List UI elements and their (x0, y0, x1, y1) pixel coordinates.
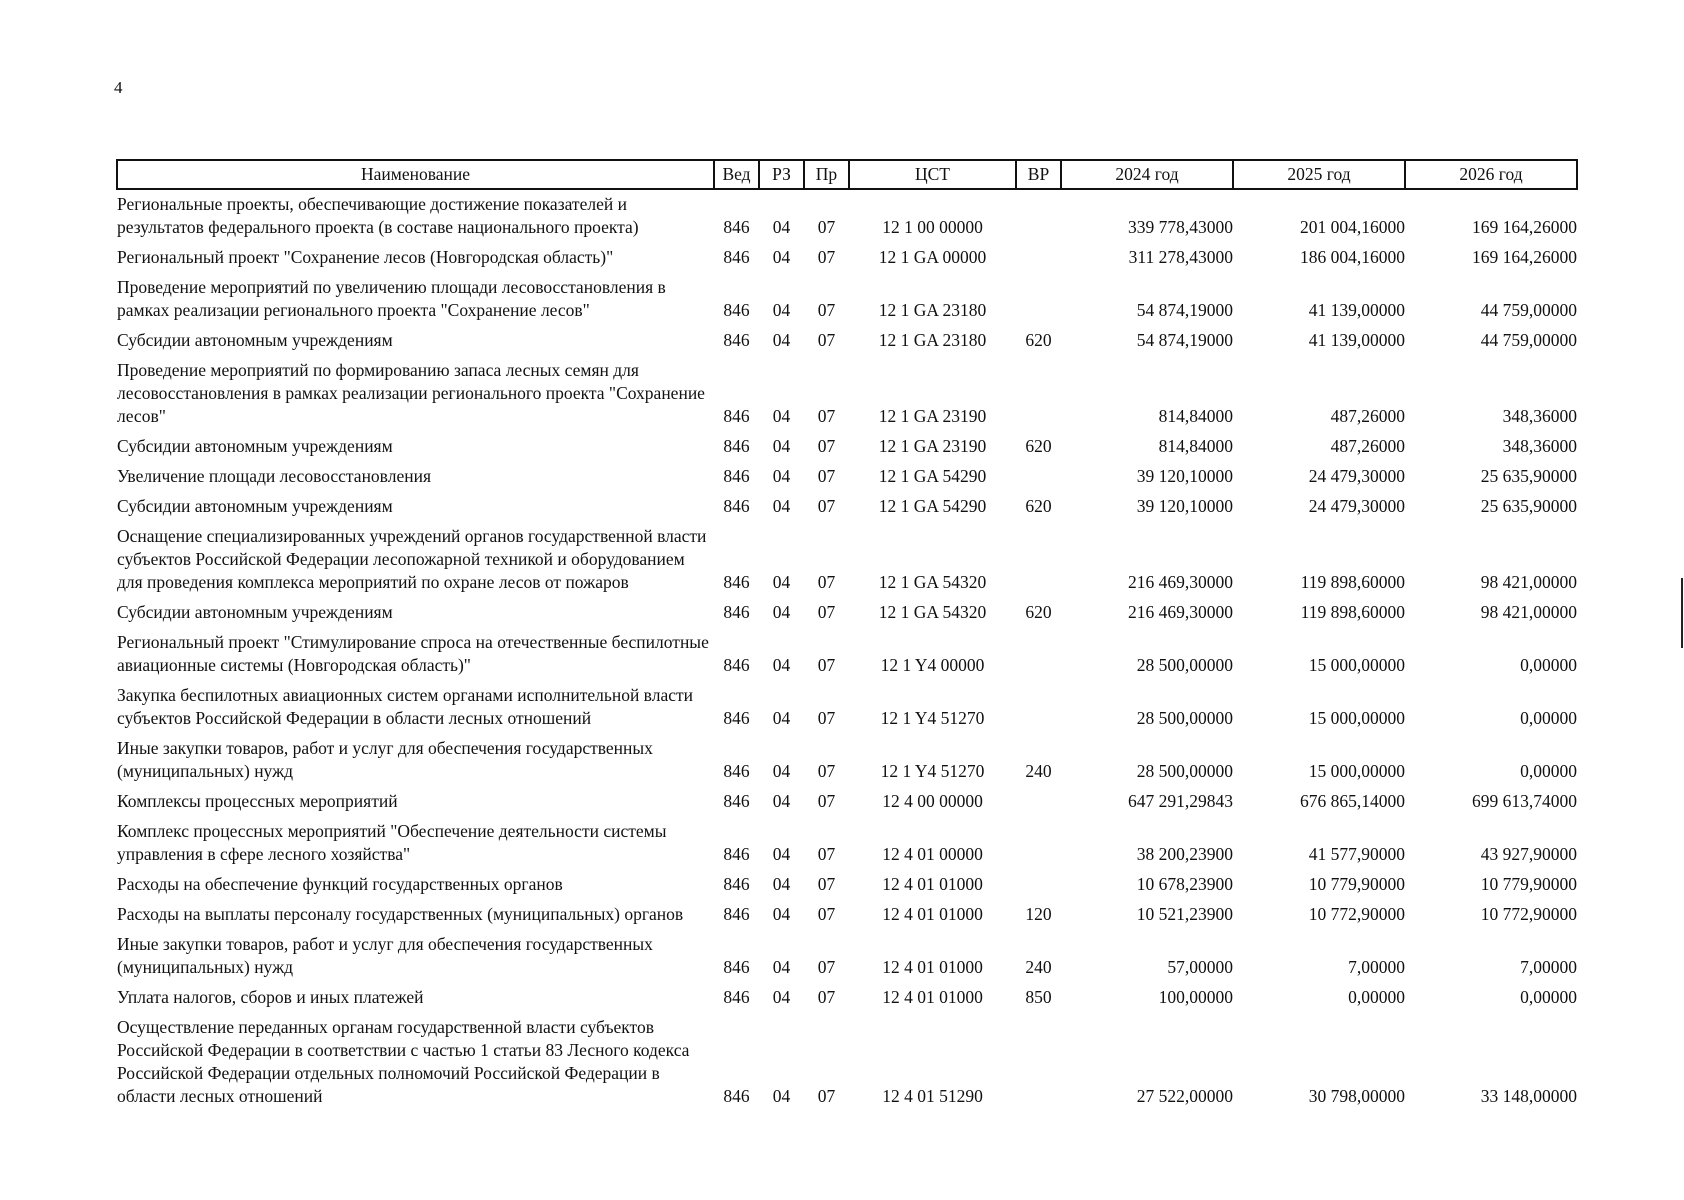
cst-cell: 12 1 GA 54320 (878, 602, 987, 622)
pr-cell: 07 (817, 572, 836, 592)
pr-cell: 07 (817, 987, 836, 1007)
vr-cell (1016, 628, 1061, 681)
row-name-cell: Иные закупки товаров, работ и услуг для обеспечения государственных (муниципальных) нужд (117, 738, 653, 781)
table-row (117, 326, 1577, 356)
vr-cell (1016, 522, 1061, 598)
amount-2026-cell: 169 164,26000 (1472, 247, 1577, 267)
amount-2026-cell: 43 927,90000 (1480, 844, 1577, 864)
scan-edge-mark (1681, 578, 1683, 648)
ved-cell: 846 (723, 436, 750, 456)
ved-cell: 846 (723, 330, 750, 350)
table-header-row (117, 160, 1577, 189)
amount-2025-cell: 0,00000 (1348, 987, 1405, 1007)
ved-cell: 846 (723, 572, 750, 592)
rz-cell: 04 (772, 466, 791, 486)
amount-2025-cell: 24 479,30000 (1308, 496, 1405, 516)
ved-cell: 846 (723, 1086, 750, 1106)
amount-2025-cell: 10 779,90000 (1308, 874, 1405, 894)
vr-cell (1016, 1013, 1061, 1112)
row-name-cell: Комплекс процессных мероприятий "Обеспечение деятельности системы управления в сфере лесного хозяйства" (117, 821, 667, 864)
pr-cell: 07 (817, 436, 836, 456)
table-row (117, 273, 1577, 326)
amount-2025-cell: 15 000,00000 (1308, 655, 1405, 675)
table-row (117, 930, 1577, 983)
cst-cell: 12 1 Y4 51270 (880, 708, 985, 728)
table-row (117, 787, 1577, 817)
rz-cell: 04 (772, 602, 791, 622)
vr-cell: 620 (1025, 436, 1052, 456)
row-name-cell: Региональный проект "Стимулирование спроса на отечественные беспилотные авиационные системы (Новгородская область)" (117, 632, 709, 675)
cst-cell: 12 1 GA 23190 (878, 406, 987, 426)
amount-2025-cell: 15 000,00000 (1308, 761, 1405, 781)
cst-cell: 12 1 00 00000 (882, 217, 983, 237)
vr-cell (1016, 787, 1061, 817)
header-cell: 2025 год (1233, 160, 1405, 189)
pr-cell: 07 (817, 330, 836, 350)
header-cell: 2026 год (1405, 160, 1577, 189)
pr-cell: 07 (817, 602, 836, 622)
amount-2026-cell: 348,36000 (1502, 406, 1577, 426)
rz-cell: 04 (772, 957, 791, 977)
amount-2024-cell: 54 874,19000 (1136, 300, 1233, 320)
amount-2026-cell: 44 759,00000 (1480, 300, 1577, 320)
vr-cell (1016, 273, 1061, 326)
table-body (117, 189, 1577, 1112)
row-name-cell: Уплата налогов, сборов и иных платежей (117, 987, 424, 1007)
amount-2024-cell: 216 469,30000 (1128, 602, 1233, 622)
table-row (117, 462, 1577, 492)
amount-2024-cell: 28 500,00000 (1136, 655, 1233, 675)
vr-cell (1016, 870, 1061, 900)
ved-cell: 846 (723, 761, 750, 781)
rz-cell: 04 (772, 655, 791, 675)
amount-2025-cell: 7,00000 (1348, 957, 1405, 977)
ved-cell: 846 (723, 247, 750, 267)
row-name-cell: Закупка беспилотных авиационных систем органами исполнительной власти субъектов Российской Федерации в области лесных отношений (117, 685, 693, 728)
amount-2026-cell: 25 635,90000 (1480, 466, 1577, 486)
pr-cell: 07 (817, 791, 836, 811)
amount-2026-cell: 98 421,00000 (1480, 602, 1577, 622)
ved-cell: 846 (723, 655, 750, 675)
pr-cell: 07 (817, 844, 836, 864)
amount-2025-cell: 119 898,60000 (1300, 602, 1405, 622)
amount-2025-cell: 30 798,00000 (1308, 1086, 1405, 1106)
row-name-cell: Осуществление переданных органам государственной власти субъектов Российской Федерации в соответствии с частью 1 статьи 83 Лесного кодекса Российской Федерации отдельных полномочий Российской Федерации в области лесных отношений (117, 1017, 690, 1106)
amount-2026-cell: 98 421,00000 (1480, 572, 1577, 592)
pr-cell: 07 (817, 466, 836, 486)
amount-2024-cell: 647 291,29843 (1128, 791, 1233, 811)
row-name-cell: Расходы на выплаты персоналу государственных (муниципальных) органов (117, 904, 684, 924)
table-row (117, 817, 1577, 870)
pr-cell: 07 (817, 874, 836, 894)
amount-2026-cell: 44 759,00000 (1480, 330, 1577, 350)
vr-cell (1016, 817, 1061, 870)
rz-cell: 04 (772, 572, 791, 592)
ved-cell: 846 (723, 406, 750, 426)
pr-cell: 07 (817, 300, 836, 320)
table-row (117, 598, 1577, 628)
amount-2026-cell: 169 164,26000 (1472, 217, 1577, 237)
amount-2024-cell: 339 778,43000 (1128, 217, 1233, 237)
rz-cell: 04 (772, 217, 791, 237)
amount-2024-cell: 27 522,00000 (1136, 1086, 1233, 1106)
row-name-cell: Субсидии автономным учреждениям (117, 602, 393, 622)
cst-cell: 12 4 00 00000 (882, 791, 983, 811)
rz-cell: 04 (772, 436, 791, 456)
table-row (117, 1013, 1577, 1112)
header-cell: Пр (804, 160, 849, 189)
table-row (117, 983, 1577, 1013)
pr-cell: 07 (817, 496, 836, 516)
rz-cell: 04 (772, 247, 791, 267)
cst-cell: 12 4 01 01000 (882, 957, 983, 977)
amount-2024-cell: 10 678,23900 (1136, 874, 1233, 894)
ved-cell: 846 (723, 466, 750, 486)
rz-cell: 04 (772, 300, 791, 320)
cst-cell: 12 1 Y4 51270 (880, 761, 985, 781)
ved-cell: 846 (723, 874, 750, 894)
amount-2026-cell: 7,00000 (1520, 957, 1577, 977)
ved-cell: 846 (723, 300, 750, 320)
vr-cell: 240 (1025, 957, 1052, 977)
rz-cell: 04 (772, 791, 791, 811)
amount-2024-cell: 54 874,19000 (1136, 330, 1233, 350)
cst-cell: 12 1 GA 54290 (878, 496, 987, 516)
table-row (117, 628, 1577, 681)
amount-2024-cell: 28 500,00000 (1136, 761, 1233, 781)
vr-cell: 620 (1025, 330, 1052, 350)
cst-cell: 12 1 GA 23190 (878, 436, 987, 456)
cst-cell: 12 4 01 00000 (882, 844, 983, 864)
amount-2025-cell: 15 000,00000 (1308, 708, 1405, 728)
amount-2025-cell: 10 772,90000 (1308, 904, 1405, 924)
amount-2026-cell: 25 635,90000 (1480, 496, 1577, 516)
amount-2024-cell: 10 521,23900 (1136, 904, 1233, 924)
vr-cell (1016, 462, 1061, 492)
row-name-cell: Субсидии автономным учреждениям (117, 436, 393, 456)
amount-2026-cell: 0,00000 (1520, 987, 1577, 1007)
rz-cell: 04 (772, 844, 791, 864)
vr-cell: 240 (1025, 761, 1052, 781)
amount-2026-cell: 10 779,90000 (1480, 874, 1577, 894)
amount-2024-cell: 57,00000 (1167, 957, 1233, 977)
amount-2024-cell: 311 278,43000 (1128, 247, 1233, 267)
vr-cell: 120 (1025, 904, 1052, 924)
row-name-cell: Проведение мероприятий по увеличению площади лесовосстановления в рамках реализации регионального проекта "Сохранение лесов" (117, 277, 666, 320)
rz-cell: 04 (772, 406, 791, 426)
amount-2025-cell: 41 139,00000 (1308, 300, 1405, 320)
amount-2025-cell: 201 004,16000 (1300, 217, 1405, 237)
rz-cell: 04 (772, 708, 791, 728)
rz-cell: 04 (772, 987, 791, 1007)
table-row (117, 870, 1577, 900)
cst-cell: 12 4 01 01000 (882, 904, 983, 924)
cst-cell: 12 1 GA 54290 (878, 466, 987, 486)
ved-cell: 846 (723, 987, 750, 1007)
table-row (117, 243, 1577, 273)
row-name-cell: Иные закупки товаров, работ и услуг для обеспечения государственных (муниципальных) нужд (117, 934, 653, 977)
budget-table-container (116, 159, 1576, 1112)
pr-cell: 07 (817, 247, 836, 267)
vr-cell: 620 (1025, 602, 1052, 622)
header-cell: ВР (1016, 160, 1061, 189)
amount-2025-cell: 24 479,30000 (1308, 466, 1405, 486)
table-row (117, 189, 1577, 243)
amount-2026-cell: 348,36000 (1502, 436, 1577, 456)
page-number: 4 (114, 78, 123, 97)
vr-cell: 850 (1025, 987, 1052, 1007)
pr-cell: 07 (817, 406, 836, 426)
row-name-cell: Региональные проекты, обеспечивающие достижение показателей и результатов федерального проекта (в составе национального проекта) (117, 194, 639, 237)
pr-cell: 07 (817, 957, 836, 977)
row-name-cell: Региональный проект "Сохранение лесов (Новгородская область)" (117, 247, 614, 267)
ved-cell: 846 (723, 496, 750, 516)
cst-cell: 12 1 GA 23180 (878, 300, 987, 320)
cst-cell: 12 4 01 01000 (882, 987, 983, 1007)
table-row (117, 681, 1577, 734)
pr-cell: 07 (817, 1086, 836, 1106)
amount-2025-cell: 487,26000 (1330, 436, 1405, 456)
table-row (117, 356, 1577, 432)
rz-cell: 04 (772, 874, 791, 894)
cst-cell: 12 4 01 01000 (882, 874, 983, 894)
vr-cell (1016, 356, 1061, 432)
amount-2025-cell: 41 577,90000 (1308, 844, 1405, 864)
header-cell: ЦСТ (849, 160, 1016, 189)
table-row (117, 900, 1577, 930)
amount-2024-cell: 38 200,23900 (1136, 844, 1233, 864)
amount-2025-cell: 41 139,00000 (1308, 330, 1405, 350)
cst-cell: 12 4 01 51290 (882, 1086, 983, 1106)
rz-cell: 04 (772, 761, 791, 781)
row-name-cell: Комплексы процессных мероприятий (117, 791, 398, 811)
amount-2024-cell: 814,84000 (1158, 436, 1233, 456)
cst-cell: 12 1 GA 00000 (878, 247, 987, 267)
ved-cell: 846 (723, 708, 750, 728)
amount-2025-cell: 676 865,14000 (1300, 791, 1405, 811)
rz-cell: 04 (772, 330, 791, 350)
amount-2026-cell: 0,00000 (1520, 761, 1577, 781)
amount-2024-cell: 100,00000 (1158, 987, 1233, 1007)
rz-cell: 04 (772, 496, 791, 516)
vr-cell (1016, 681, 1061, 734)
table-row (117, 432, 1577, 462)
pr-cell: 07 (817, 708, 836, 728)
amount-2025-cell: 186 004,16000 (1300, 247, 1405, 267)
vr-cell (1016, 189, 1061, 243)
row-name-cell: Проведение мероприятий по формированию запаса лесных семян для лесовосстановления в рамках реализации регионального проекта "Сохранение лесов" (117, 360, 705, 426)
amount-2024-cell: 39 120,10000 (1136, 496, 1233, 516)
ved-cell: 846 (723, 217, 750, 237)
header-cell: 2024 год (1061, 160, 1233, 189)
budget-table (116, 159, 1578, 1112)
table-row (117, 734, 1577, 787)
row-name-cell: Расходы на обеспечение функций государственных органов (117, 874, 563, 894)
pr-cell: 07 (817, 655, 836, 675)
amount-2024-cell: 216 469,30000 (1128, 572, 1233, 592)
ved-cell: 846 (723, 904, 750, 924)
header-cell: Наименование (117, 160, 714, 189)
row-name-cell: Субсидии автономным учреждениям (117, 330, 393, 350)
amount-2026-cell: 0,00000 (1520, 655, 1577, 675)
amount-2025-cell: 487,26000 (1330, 406, 1405, 426)
amount-2026-cell: 699 613,74000 (1472, 791, 1577, 811)
amount-2026-cell: 33 148,00000 (1480, 1086, 1577, 1106)
vr-cell (1016, 243, 1061, 273)
pr-cell: 07 (817, 761, 836, 781)
amount-2025-cell: 119 898,60000 (1300, 572, 1405, 592)
amount-2026-cell: 10 772,90000 (1480, 904, 1577, 924)
pr-cell: 07 (817, 904, 836, 924)
amount-2026-cell: 0,00000 (1520, 708, 1577, 728)
row-name-cell: Оснащение специализированных учреждений органов государственной власти субъектов Российской Федерации лесопожарной техникой и оборудованием для проведения комплекса мероприятий по охране лесов от пожаров (117, 526, 707, 592)
rz-cell: 04 (772, 1086, 791, 1106)
ved-cell: 846 (723, 957, 750, 977)
pr-cell: 07 (817, 217, 836, 237)
ved-cell: 846 (723, 844, 750, 864)
amount-2024-cell: 28 500,00000 (1136, 708, 1233, 728)
row-name-cell: Увеличение площади лесовосстановления (117, 466, 431, 486)
ved-cell: 846 (723, 791, 750, 811)
row-name-cell: Субсидии автономным учреждениям (117, 496, 393, 516)
cst-cell: 12 1 GA 23180 (878, 330, 987, 350)
cst-cell: 12 1 Y4 00000 (880, 655, 985, 675)
table-row (117, 492, 1577, 522)
cst-cell: 12 1 GA 54320 (878, 572, 987, 592)
header-cell: РЗ (759, 160, 804, 189)
vr-cell: 620 (1025, 496, 1052, 516)
rz-cell: 04 (772, 904, 791, 924)
header-cell: Вед (714, 160, 759, 189)
table-row (117, 522, 1577, 598)
amount-2024-cell: 814,84000 (1158, 406, 1233, 426)
amount-2024-cell: 39 120,10000 (1136, 466, 1233, 486)
ved-cell: 846 (723, 602, 750, 622)
